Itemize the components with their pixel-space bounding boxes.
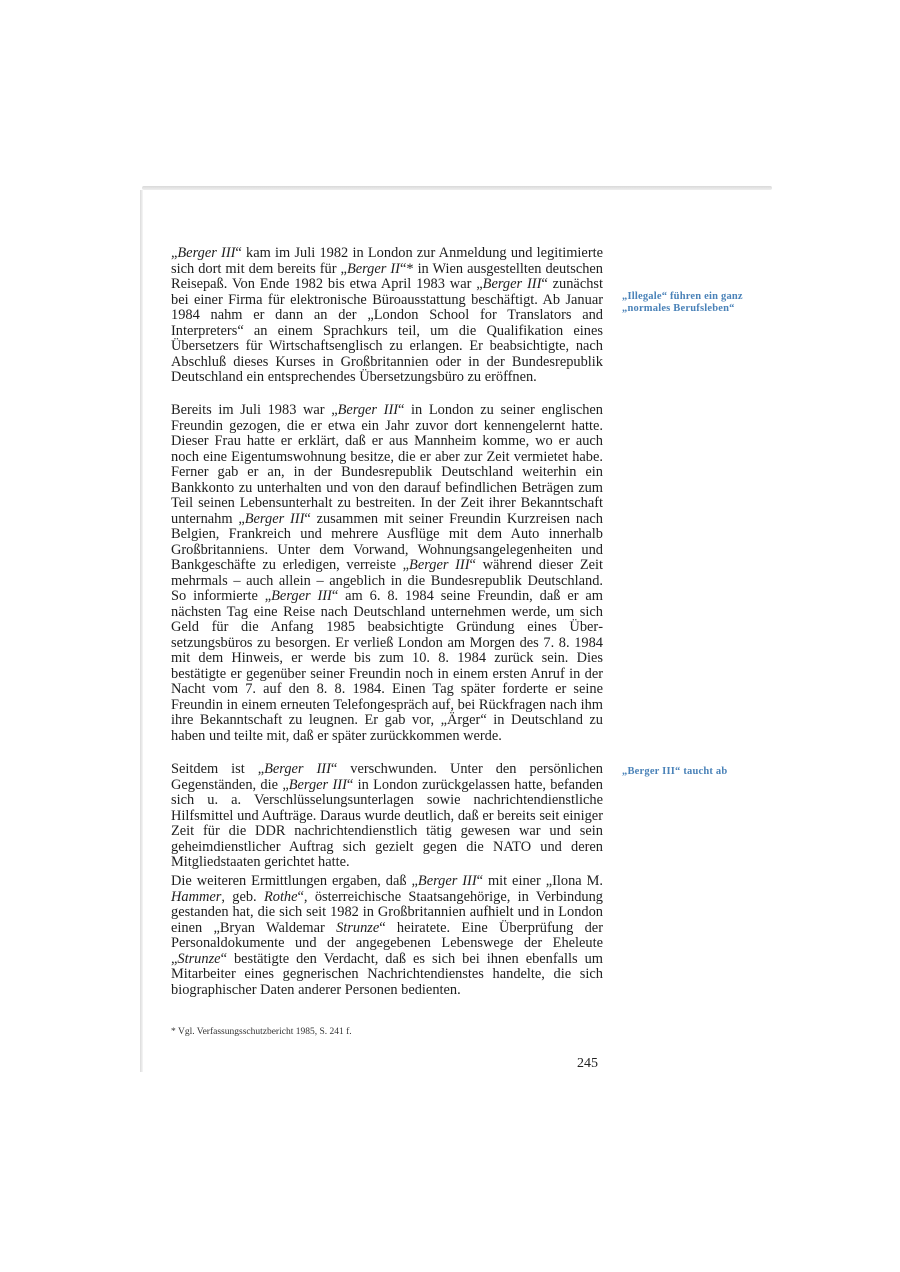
footnote: * Vgl. Verfassungsschutzbericht 1985, S. 241 f. bbox=[171, 1027, 352, 1037]
body-paragraph-4: Die weiteren Ermittlungen ergaben, daß „Berger III“ mit einer „Ilona M. Hammer, geb. Rothe“, österreichische Staatsangehörige, in Verbindung gestanden hat, die sich seit 1982 in Großbritannien aufhielt und in London einen „Bryan Waldemar Strunze“ heiratete. Eine Überprüfung der Personaldokumente und der angegebenen Lebenswege der Eheleute „Strunze“ bestätigte den Verdacht, daß es sich bei ihnen ebenfalls um Mitarbeiter eines gegnerischen Nachrichtendienstes handelte, die sich biographischer Daten anderer Personen bedienten. bbox=[171, 873, 604, 998]
scan-edge-top bbox=[142, 186, 772, 190]
body-paragraph-1: „Berger III“ kam im Juli 1982 in London zur Anmeldung und legitimierte sich dort mit dem bereits für „Berger II“* in Wien ausgestellten deutschen Reisepaß. Von Ende 1982 bis etwa April 1983 war „Berger III“ zunächst bei einer Firma für elektronische Büroausstattung beschäftigt. Ab Januar 1984 nahm er dann an der „London School for Translators and Interpreters“ an einem Sprachkurs teil, um die Qualifikation eines Übersetzers für Wirtschaftsenglisch zu erlangen. Er beabsichtigte, nach Abschluß dieses Kurses in Großbritannien oder in der Bundesrepublik Deutschland ein entsprechendes Übersetzungsbüro zu eröffnen. bbox=[171, 245, 603, 385]
margin-note-berger-taucht-ab: „Berger III“ taucht ab bbox=[622, 766, 728, 777]
margin-note-illegale: „Illegale“ führen ein ganz „normales Berufsleben“ bbox=[622, 291, 743, 314]
body-paragraph-3: Seitdem ist „Berger III“ verschwunden. Unter den persönlichen Gegenständen, die „Berger III“ in London zurückgelassen hatte, befanden sich u. a. Verschlüsselungsunterlagen sowie nachrichtendienstliche Hilfsmittel und Aufträge. Daraus wurde deutlich, daß er bereits seit einiger Zeit für die DDR nachrichtendienstlich tätig gewesen war und sein geheimdienstlicher Auftrag sich gezielt gegen die NATO und deren Mitgliedstaaten gerichtet hatte. bbox=[171, 761, 604, 870]
page-number: 245 bbox=[577, 1056, 598, 1071]
body-paragraph-2: Bereits im Juli 1983 war „Berger III“ in London zu seiner englischen Freundin gezogen, die er etwa ein Jahr zuvor dort kennengelernt hatte. Dieser Frau hatte er erklärt, daß er aus Mannheim komme, wo er auch noch eine Eigentumswohnung besitze, die er aber zur Zeit vermietet habe. Ferner gab er an, in der Bundesrepublik Deutschland weiterhin ein Bankkonto zu unterhalten und von den darauf befindlichen Beträgen zum Teil seinen Lebensunterhalt zu bestreiten. In der Zeit ihrer Bekanntschaft unternahm „Berger III“ zusammen mit seiner Freundin Kurzreisen nach Belgien, Frankreich und mehrere Ausflüge mit dem Auto innerhalb Großbritanniens. Unter dem Vorwand, Wohnungsangelegenheiten und Bankgeschäfte zu erledigen, verreiste „Berger III“ während dieser Zeit mehrmals – auch allein – angeblich in die Bundesrepublik Deutschland. So informierte „Berger III“ am 6. 8. 1984 seine Freundin, daß er am nächsten Tag eine Reise nach Deutschland unternehmen werde, um sich Geld für die Anfang 1985 beabsichtigte Gründung eines Übersetzungsbüros zu besorgen. Er verließ London am Morgen des 7. 8. 1984 mit dem Hinweis, er werde bis zum 10. 8. 1984 zurück sein. Dies bestätigte er gegenüber seiner Freundin noch in einem ersten Anruf in der Nacht vom 7. auf den 8. 8. 1984. Einen Tag später forderte er seine Freundin in einem erneuten Telefongespräch auf, bei Rückfragen nach ihm ihre Bekanntschaft zu leugnen. Er gab vor, „Ärger“ in Deutschland zu haben und teilte mit, daß er später zurückkommen werde. bbox=[171, 402, 604, 744]
scan-edge-left bbox=[140, 190, 143, 1072]
